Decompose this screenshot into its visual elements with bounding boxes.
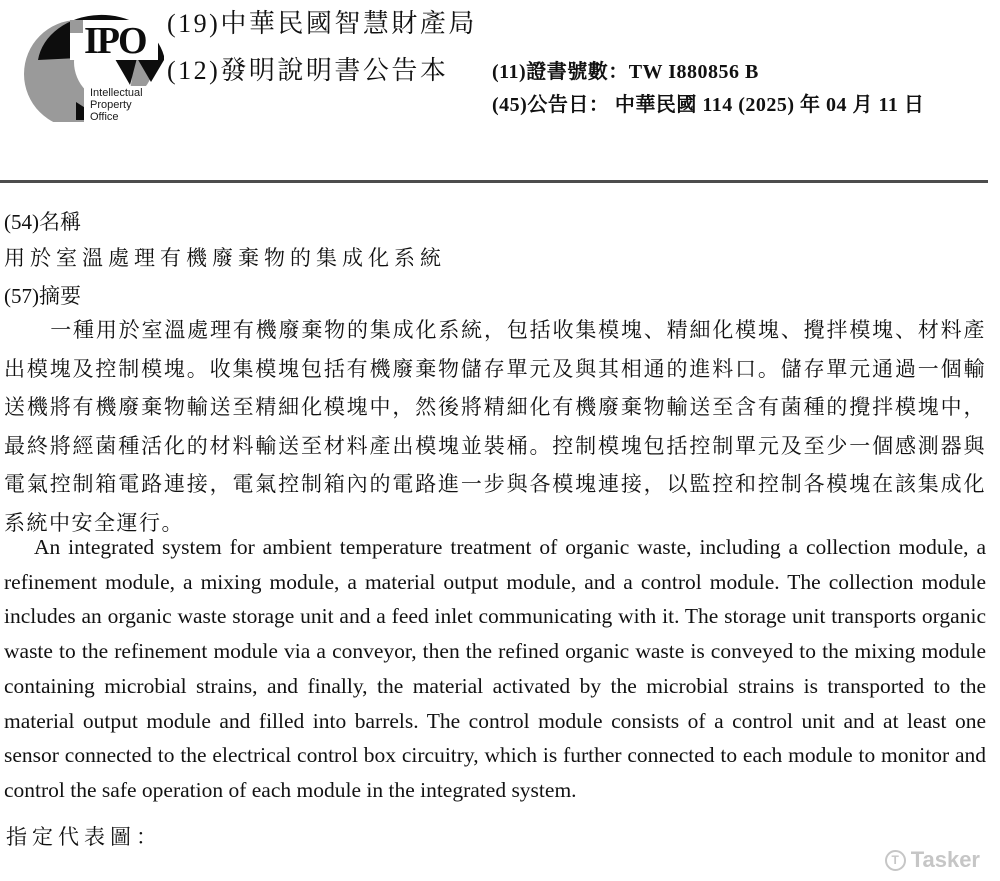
ipo-logo-graphic — [18, 2, 168, 122]
field-57-label: (57)摘要 — [4, 284, 81, 308]
invention-title-zh: 用於室溫處理有機廢棄物的集成化系統 — [4, 246, 446, 270]
publication-date-line: (45)公告日： 中華民國 114 (2025) 年 04 月 11 日 — [492, 94, 925, 116]
representative-figure-label: 指定代表圖： — [6, 825, 162, 849]
certificate-number-line: (11)證書號數：TW I880856 B — [492, 61, 759, 83]
abstract-zh: 一種用於室溫處理有機廢棄物的集成化系統，包括收集模塊、精細化模塊、攪拌模塊、材料產出模塊及控制模塊。收集模塊包括有機廢棄物儲存單元及與其相通的進料口。儲存單元通過一個輸送機將有機廢棄物輸送至精細化模塊中，然後將精細化有機廢棄物輸送至含有菌種的攪拌模塊中，最終將經菌種活化的材料輸送至材料產出模塊並裝桶。控制模塊包括控制單元及至少一個感測器與電氣控制箱電路連接，電氣控制箱內的電路進一步與各模塊連接，以監控和控制各模塊在該集成化系統中安全運行。 — [4, 318, 986, 535]
document-type-line: (12)發明說明書公告本 — [167, 56, 449, 85]
ipo-logo-acronym: IPO — [84, 20, 146, 62]
tasker-logo-icon: T — [885, 850, 906, 871]
kind-authority-line: (19)中華民國智慧財產局 — [167, 9, 477, 38]
tasker-watermark-text: Tasker — [910, 847, 980, 872]
ipo-logo — [18, 2, 168, 122]
header-divider — [0, 180, 988, 183]
abstract-en: An integrated system for ambient temperature treatment of organic waste, including a collection module, a refinement module, a mixing module, a material output module, and a control module. The collection module includes an organic waste storage unit and a feed inlet communicating with it. The storage unit transports organic waste to the refinement module via a conveyor, then the refined organic waste is conveyed to the mixing module containing microbial strains, and finally, the material activated by the microbial strains is transported to the material output module and filled into barrels. The control module consists of a control unit and at least one sensor connected to the electrical control box circuitry, which is further connected to each module to monitor and control the safe operation of each module in the integrated system. — [4, 535, 986, 802]
field-54-label: (54)名稱 — [4, 210, 81, 234]
tasker-watermark — [885, 847, 980, 873]
ipo-logo-caption: Intellectual Property Office — [90, 87, 143, 122]
